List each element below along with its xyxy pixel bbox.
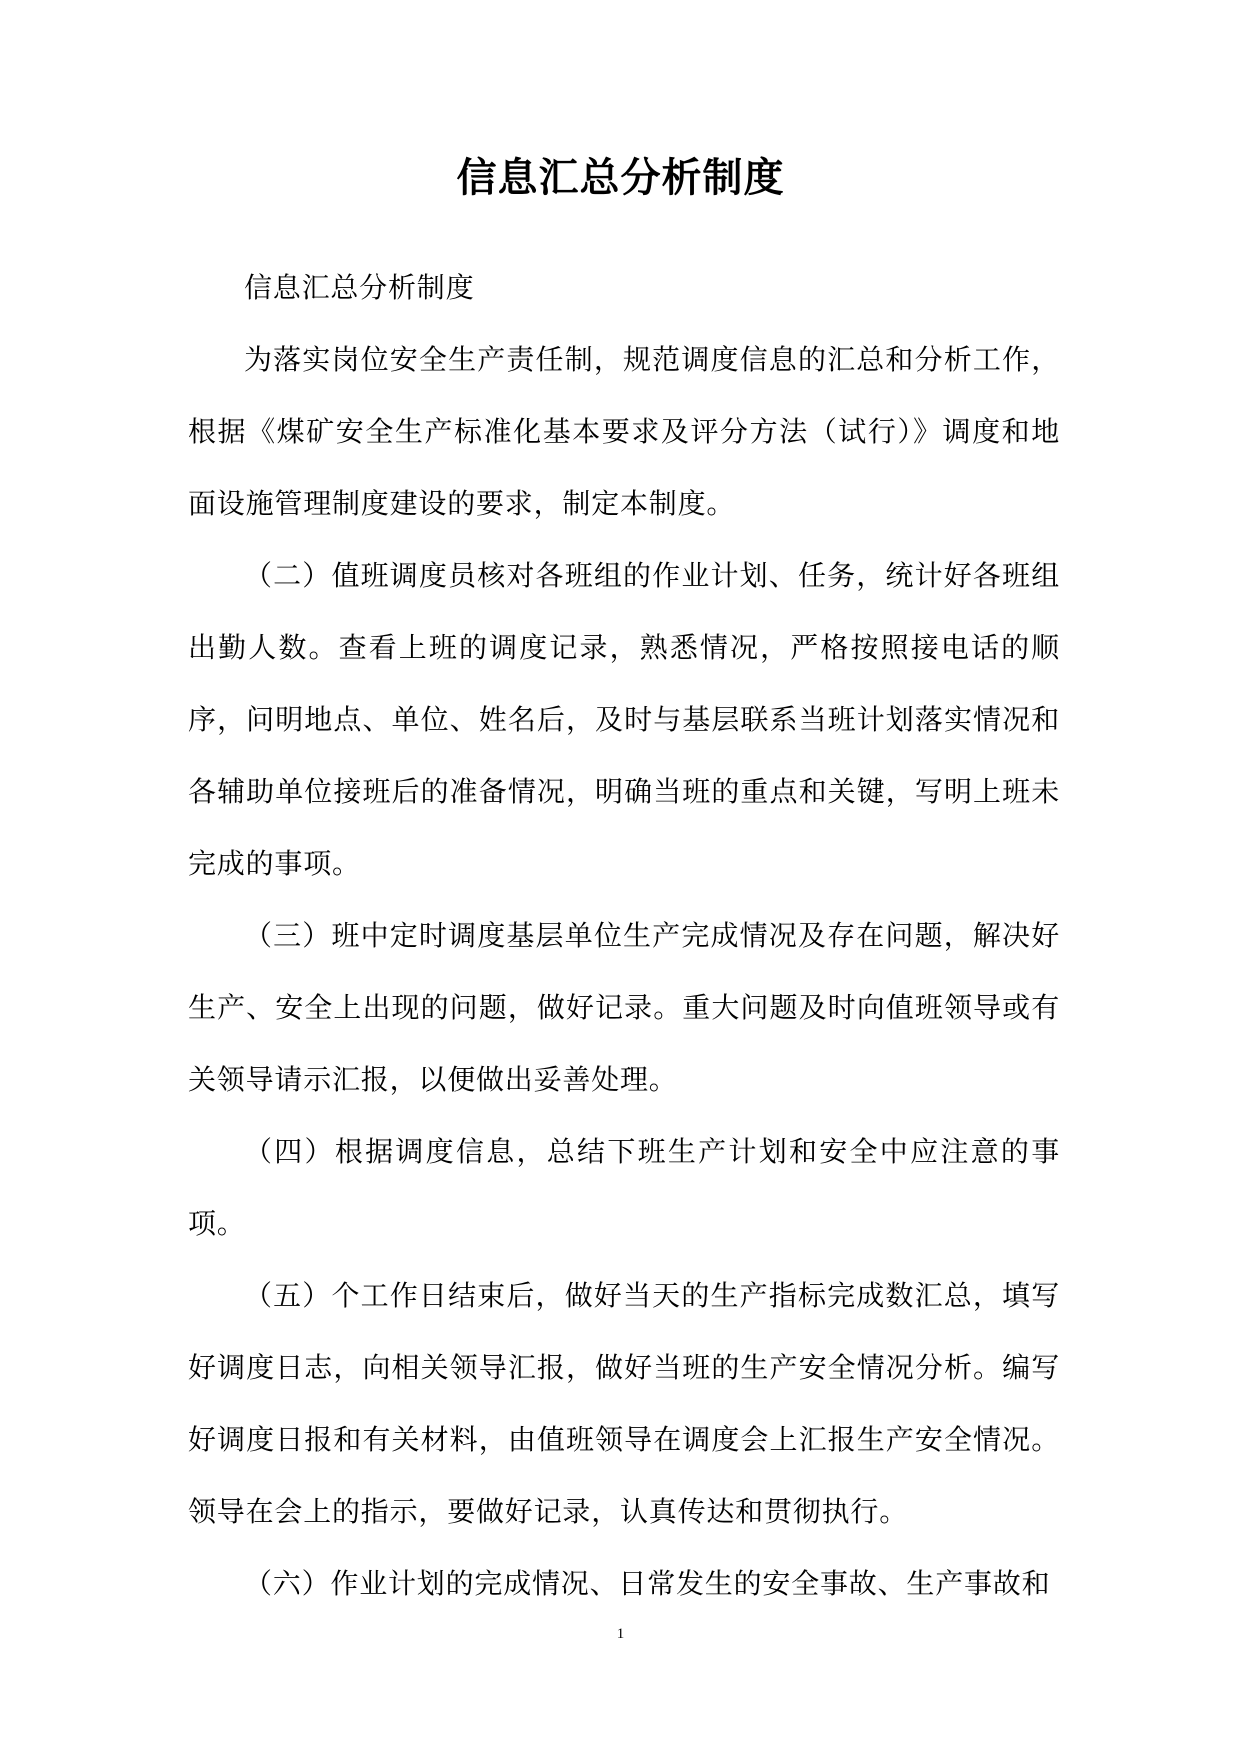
paragraph-item-2: （二）值班调度员核对各班组的作业计划、任务，统计好各班组出勤人数。查看上班的调度记录，熟悉情况，严格按照接电话的顺序，问明地点、单位、姓名后，及时与基层联系当班计划落实情况和各辅助单位接班后的准备情况，明确当班的重点和关键，写明上班未完成的事项。 [188, 559, 1060, 880]
paragraph-item-4: （四）根据调度信息，总结下班生产计划和安全中应注意的事项。 [188, 1135, 1060, 1240]
paragraph-purpose: 为落实岗位安全生产责任制，规范调度信息的汇总和分析工作，根据《煤矿安全生产标准化基本要求及评分方法（试行）》调度和地面设施管理制度建设的要求，制定本制度。 [188, 343, 1060, 520]
paragraph-item-5: （五）个工作日结束后，做好当天的生产指标完成数汇总，填写好调度日志，向相关领导汇报，做好当班的生产安全情况分析。编写好调度日报和有关材料，由值班领导在调度会上汇报生产安全情况。领导在会上的指示，要做好记录，认真传达和贯彻执行。 [188, 1279, 1060, 1528]
paragraph-item-3: （三）班中定时调度基层单位生产完成情况及存在问题，解决好生产、安全上出现的问题，做好记录。重大问题及时向值班领导或有关领导请示汇报，以便做出妥善处理。 [188, 919, 1060, 1096]
page-number: 1 [616, 1626, 625, 1642]
paragraph-subtitle: 信息汇总分析制度 [244, 271, 475, 304]
paragraph-item-6: （六）作业计划的完成情况、日常发生的安全事故、生产事故和 [244, 1567, 1051, 1600]
document-body [188, 252, 1060, 1620]
document-title: 信息汇总分析制度 [456, 154, 785, 201]
